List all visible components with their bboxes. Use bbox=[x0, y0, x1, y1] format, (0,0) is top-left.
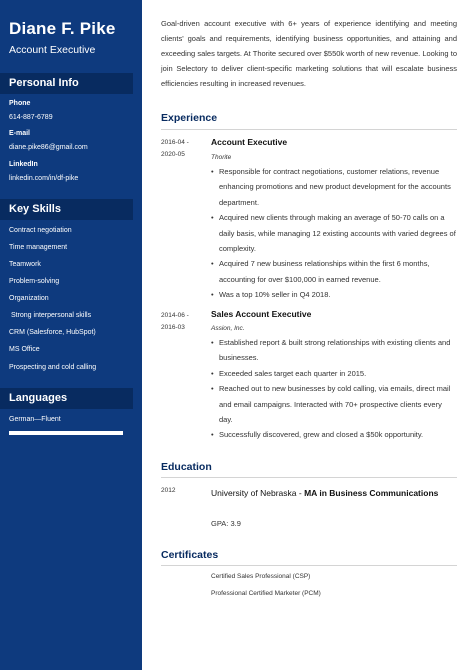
languages-heading: Languages bbox=[0, 388, 133, 409]
skill-item: Time management bbox=[9, 244, 68, 251]
degree-name: MA in Business Communications bbox=[304, 488, 439, 498]
language-level-bar bbox=[9, 431, 123, 435]
education-heading: Education bbox=[161, 461, 212, 473]
job-date-start: 2014-06 - bbox=[161, 312, 189, 319]
linkedin-label: LinkedIn bbox=[9, 161, 38, 168]
email-value: diane.pike86@gmail.com bbox=[9, 144, 88, 151]
job-bullet: • Successfully discovered, grew and closed a $50k opportunity. bbox=[211, 427, 457, 442]
skill-item: Problem-solving bbox=[9, 278, 60, 285]
candidate-title: Account Executive bbox=[9, 44, 96, 56]
job-bullet: • Acquired new clients through making an average of 50-70 calls on a daily basis, while managing 12 existing accounts with varied degrees of complexity. bbox=[211, 210, 457, 256]
main-content bbox=[142, 0, 474, 670]
language-item: German—Fluent bbox=[9, 416, 61, 423]
skill-item: CRM (Salesforce, HubSpot) bbox=[9, 329, 96, 336]
experience-heading: Experience bbox=[161, 112, 218, 124]
personal-info-heading: Personal Info bbox=[0, 73, 133, 94]
certificates-heading: Certificates bbox=[161, 549, 219, 561]
education-separator: - bbox=[296, 488, 305, 498]
sidebar bbox=[0, 0, 142, 670]
phone-value: 614-887-6789 bbox=[9, 114, 53, 121]
skill-item: Strong interpersonal skills bbox=[9, 312, 92, 319]
job-bullet-list bbox=[211, 164, 457, 303]
job-company: Thorite bbox=[211, 154, 232, 161]
certificates-divider bbox=[161, 565, 457, 566]
job-bullet-list bbox=[211, 335, 457, 443]
job-date-end: 2020-05 bbox=[161, 151, 185, 158]
job-date-end: 2016-03 bbox=[161, 324, 185, 331]
job-bullet: • Was a top 10% seller in Q4 2018. bbox=[211, 287, 457, 302]
education-date: 2012 bbox=[161, 487, 176, 494]
school-name: University of Nebraska bbox=[211, 488, 297, 498]
education-entry bbox=[211, 485, 457, 501]
job-bullet: • Acquired 7 new business relationships within the first 6 months, accounting for over $100,000 in earned revenue. bbox=[211, 256, 457, 287]
job-bullet: • Exceeded sales target each quarter in 2015. bbox=[211, 366, 457, 381]
skill-item: Organization bbox=[9, 295, 49, 302]
certificate-item: Professional Certified Marketer (PCM) bbox=[211, 590, 321, 597]
education-divider bbox=[161, 477, 457, 478]
skill-item: Contract negotiation bbox=[9, 227, 72, 234]
job-bullet: • Reached out to new businesses by cold calling, via emails, direct mail and email campaigns. Interacted with 70+ prospective clients every day. bbox=[211, 381, 457, 427]
linkedin-value: linkedin.com/in/df-pike bbox=[9, 175, 79, 182]
education-gpa: GPA: 3.9 bbox=[211, 519, 241, 528]
skill-item: Prospecting and cold calling bbox=[9, 364, 97, 371]
experience-divider bbox=[161, 129, 457, 130]
job-company: Assion, Inc. bbox=[211, 325, 245, 332]
job-date-range bbox=[161, 137, 189, 161]
certificate-item: Certified Sales Professional (CSP) bbox=[211, 573, 311, 580]
skill-item: MS Office bbox=[9, 346, 40, 353]
job-bullet: • Established report & built strong relationships with existing clients and businesses. bbox=[211, 335, 457, 366]
job-position: Sales Account Executive bbox=[211, 309, 312, 319]
key-skills-heading: Key Skills bbox=[0, 199, 133, 220]
phone-label: Phone bbox=[9, 100, 31, 107]
skill-item: Teamwork bbox=[9, 261, 41, 268]
job-bullet: • Responsible for contract negotiations, customer relations, revenue enhancing promotions and new product development for the accounts department. bbox=[211, 164, 457, 210]
email-label: E-mail bbox=[9, 130, 31, 137]
candidate-name: Diane F. Pike bbox=[9, 19, 116, 38]
job-date-range bbox=[161, 310, 189, 334]
job-position: Account Executive bbox=[211, 137, 288, 147]
summary-text: Goal-driven account executive with 6+ years of experience identifying and meeting clients' goals and requirements, identifying business opportunities, and attaining and exceeding sales targets. At Thorite secured over $550k worth of new revenue. Looking to join Selectory to deliver client-specific marketing solutions that will escalate business efficiencies resulting in increased revenues. bbox=[161, 19, 457, 88]
job-date-start: 2016-04 - bbox=[161, 139, 189, 146]
